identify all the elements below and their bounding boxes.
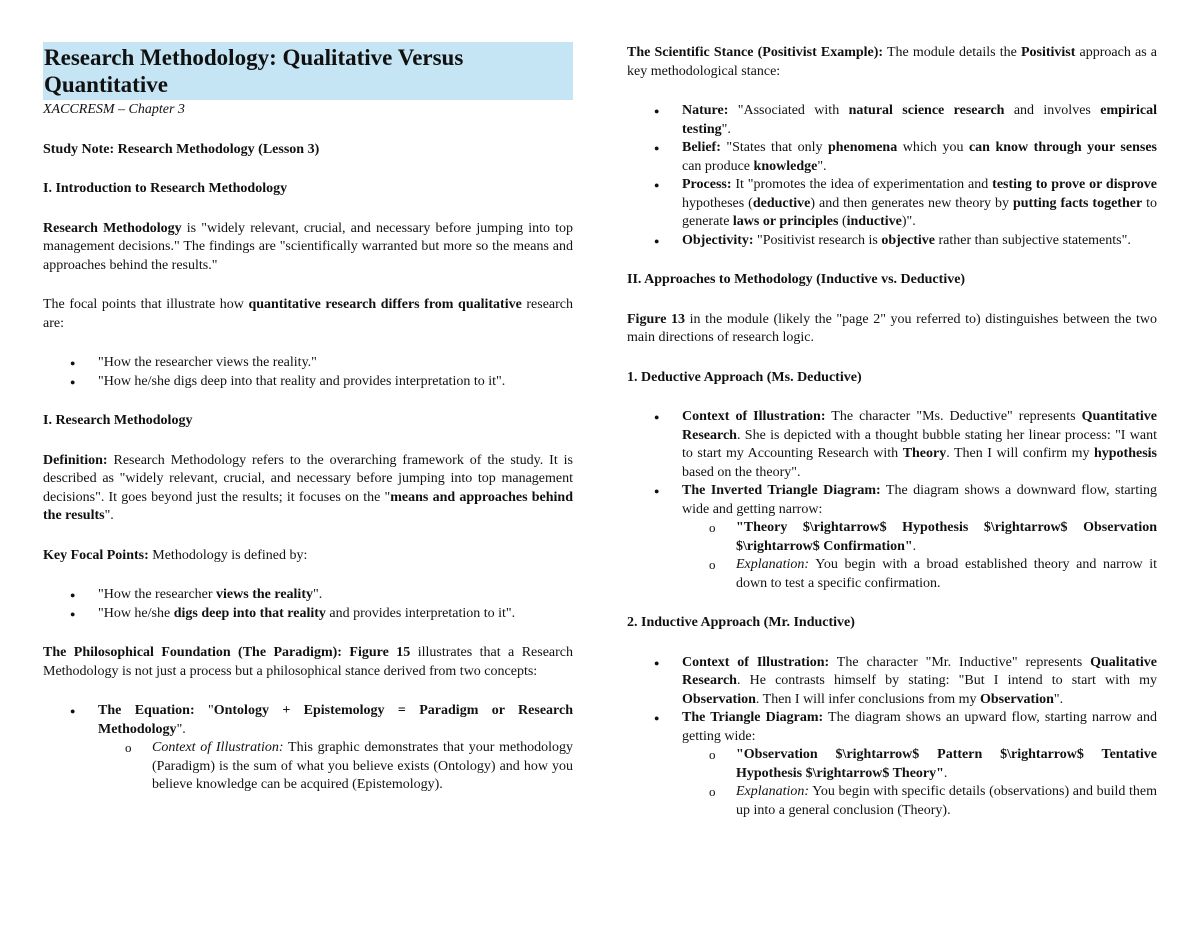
deductive-heading: 1. Deductive Approach (Ms. Deductive) bbox=[627, 369, 862, 385]
definition-paragraph: Definition: Research Methodology refers to the overarching framework of the study. It is described as "widely relevant, crucial, and necessary before jumping into top management decisions". It goes beyond just the results; it focuses on the "means and approaches behind the results". bbox=[43, 452, 573, 523]
list-item: ● The Inverted Triangle Diagram: The diagram shows a downward flow, starting wide and getting narrow: bbox=[627, 482, 1157, 519]
inductive-heading: 2. Inductive Approach (Mr. Inductive) bbox=[627, 615, 855, 630]
key-focal-list bbox=[43, 586, 573, 623]
list-item: ● Process: It "promotes the idea of experimentation and testing to prove or disprove hypotheses (deductive) and then generates new theory by putting facts together to generate laws or principles (inductive)". bbox=[627, 176, 1157, 232]
sub-list-item: o Context of Illustration: This graphic demonstrates that your methodology (Paradigm) is the sum of what you believe exists (Ontology) and how you believe knowledge can be acquired (Epistemology). bbox=[43, 739, 573, 795]
focal-list bbox=[43, 354, 573, 391]
list-item: ● The Triangle Diagram: The diagram shows an upward flow, starting narrow and getting wide: bbox=[627, 709, 1157, 746]
key-focal-points-paragraph: Key Focal Points: Methodology is defined by: bbox=[43, 547, 308, 563]
title-banner bbox=[43, 42, 573, 100]
list-item: ● "How he/she digs deep into that reality and provides interpretation to it". bbox=[43, 373, 573, 392]
approaches-heading: II. Approaches to Methodology (Inductive vs. Deductive) bbox=[627, 272, 966, 287]
document-title: Research Methodology: Qualitative Versus Quantitative bbox=[44, 45, 464, 97]
focal-paragraph: The focal points that illustrate how quantitative research differs from qualitative research are: bbox=[43, 297, 574, 331]
list-item: ● "How the researcher views the reality." bbox=[43, 354, 573, 373]
list-item: ● The Equation: "Ontology + Epistemology = Paradigm or Research Methodology". bbox=[43, 702, 573, 739]
intro-paragraph: Research Methodology is "widely relevant, crucial, and necessary before jumping into top management decisions." The findings are "scientifically warranted but more so the means and approaches behind the results." bbox=[43, 220, 574, 273]
philosophical-foundation-paragraph: The Philosophical Foundation (The Paradigm): Figure 15 illustrates that a Research Methodology is not just a process but a philosophical stance derived from two concepts: bbox=[43, 645, 574, 679]
list-item: ● Belief: "States that only phenomena which you can know through your senses can produce knowledge". bbox=[627, 139, 1157, 176]
scientific-stance-paragraph: The Scientific Stance (Positivist Example): The module details the Positivist approach as a key methodological stance: bbox=[627, 45, 1158, 79]
sub-list-item: o "Theory $\rightarrow$ Hypothesis $\rightarrow$ Observation $\rightarrow$ Confirmation". bbox=[627, 519, 1157, 556]
study-note-heading: Study Note: Research Methodology (Lesson 3) bbox=[43, 141, 320, 157]
inductive-list bbox=[627, 654, 1157, 821]
left-column bbox=[43, 42, 573, 795]
positivist-list bbox=[627, 102, 1157, 250]
list-item: ● Objectivity: "Positivist research is objective rather than subjective statements". bbox=[627, 232, 1157, 251]
research-methodology-heading: I. Research Methodology bbox=[43, 413, 193, 428]
list-item: ● Context of Illustration: The character "Ms. Deductive" represents Quantitative Research. She is depicted with a thought bubble stating her linear process: "I want to start my Accounting Research with Theory. Then I will confirm my hypothesis based on the theory". bbox=[627, 408, 1157, 482]
document-subtitle: XACCRESM – Chapter 3 bbox=[43, 102, 185, 117]
list-item: ● "How he/she digs deep into that reality and provides interpretation to it". bbox=[43, 605, 573, 624]
list-item: ● Nature: "Associated with natural science research and involves empirical testing". bbox=[627, 102, 1157, 139]
list-item: ● Context of Illustration: The character "Mr. Inductive" represents Qualitative Research. He contrasts himself by stating: "But I intend to start with my Observation. Then I will infer conclusions from my Observation". bbox=[627, 654, 1157, 710]
sub-list-item: o Explanation: You begin with specific details (observations) and build them up into a general conclusion (Theory). bbox=[627, 783, 1157, 820]
equation-list bbox=[43, 702, 573, 795]
deductive-list bbox=[627, 408, 1157, 593]
sub-list-item: o Explanation: You begin with a broad established theory and narrow it down to test a specific confirmation. bbox=[627, 556, 1157, 593]
sub-list-item: o "Observation $\rightarrow$ Pattern $\rightarrow$ Tentative Hypothesis $\rightarrow$ Theory". bbox=[627, 746, 1157, 783]
intro-heading: I. Introduction to Research Methodology bbox=[43, 181, 288, 196]
right-column bbox=[627, 44, 1157, 820]
list-item: ● "How the researcher views the reality". bbox=[43, 586, 573, 605]
figure-13-paragraph: Figure 13 in the module (likely the "page 2" you referred to) distinguishes between the two main directions of research logic. bbox=[627, 311, 1157, 345]
